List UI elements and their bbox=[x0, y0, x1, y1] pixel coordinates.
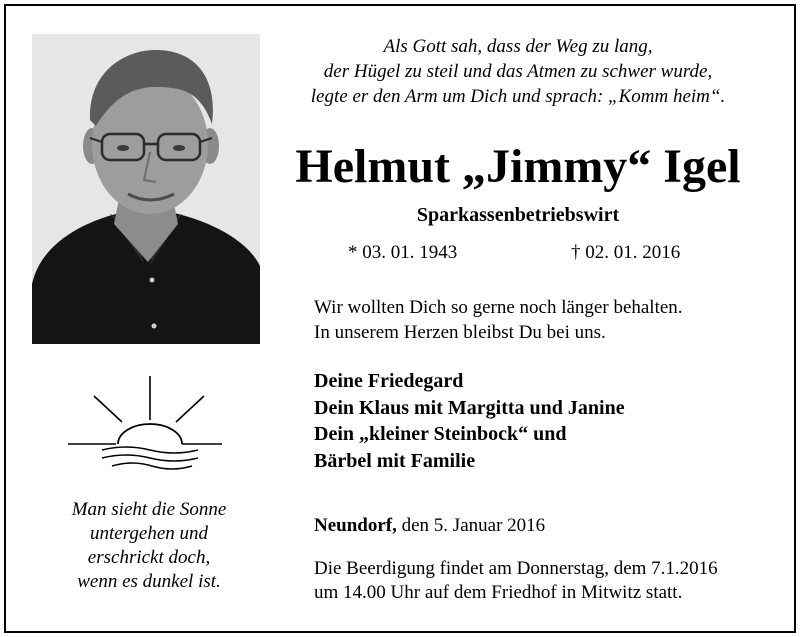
sun-quote-line: Man sieht die Sonne bbox=[71, 499, 227, 520]
mourners bbox=[314, 368, 625, 474]
occupation: Sparkassenbetriebswirt bbox=[416, 204, 620, 226]
verse-line: der Hügel zu steil und das Atmen zu schwer wurde, bbox=[323, 61, 713, 82]
mourner-line: Dein Klaus mit Margitta und Janine bbox=[314, 396, 625, 419]
obituary-frame bbox=[4, 4, 796, 633]
sun-quote-line: erschrickt doch, bbox=[87, 547, 211, 568]
motto-line: In unserem Herzen bleibst Du bei uns. bbox=[314, 322, 606, 343]
sun-quote-line: untergehen und bbox=[89, 523, 209, 544]
place: Neundorf, bbox=[314, 515, 397, 536]
deceased-name: Helmut „Jimmy“ Igel bbox=[295, 140, 741, 193]
mourner-line: Bärbel mit Familie bbox=[314, 449, 476, 472]
motto bbox=[314, 295, 683, 345]
verse-line: Als Gott sah, dass der Weg zu lang, bbox=[383, 36, 653, 57]
sun-quote bbox=[44, 498, 254, 594]
funeral-line: Die Beerdigung findet am Donnerstag, dem 7.1.2016 bbox=[314, 558, 718, 579]
verse bbox=[268, 34, 768, 109]
motto-line: Wir wollten Dich so gerne noch länger behalten. bbox=[314, 297, 683, 318]
death-date: † 02. 01. 2016 bbox=[571, 242, 681, 263]
portrait-photo bbox=[32, 34, 260, 344]
sun-quote-line: wenn es dunkel ist. bbox=[77, 571, 221, 592]
date: den 5. Januar 2016 bbox=[401, 515, 546, 536]
birth-date: * 03. 01. 1943 bbox=[348, 242, 458, 263]
verse-line: legte er den Arm um Dich und sprach: „Komm heim“. bbox=[310, 86, 726, 107]
sunset-icon bbox=[66, 374, 226, 479]
place-date bbox=[314, 514, 545, 538]
funeral-line: um 14.00 Uhr auf dem Friedhof in Mitwitz statt. bbox=[314, 582, 683, 603]
mourner-line: Deine Friedegard bbox=[314, 370, 464, 392]
funeral-notice bbox=[314, 557, 718, 605]
mourner-line: Dein „kleiner Steinbock“ und bbox=[314, 423, 567, 445]
